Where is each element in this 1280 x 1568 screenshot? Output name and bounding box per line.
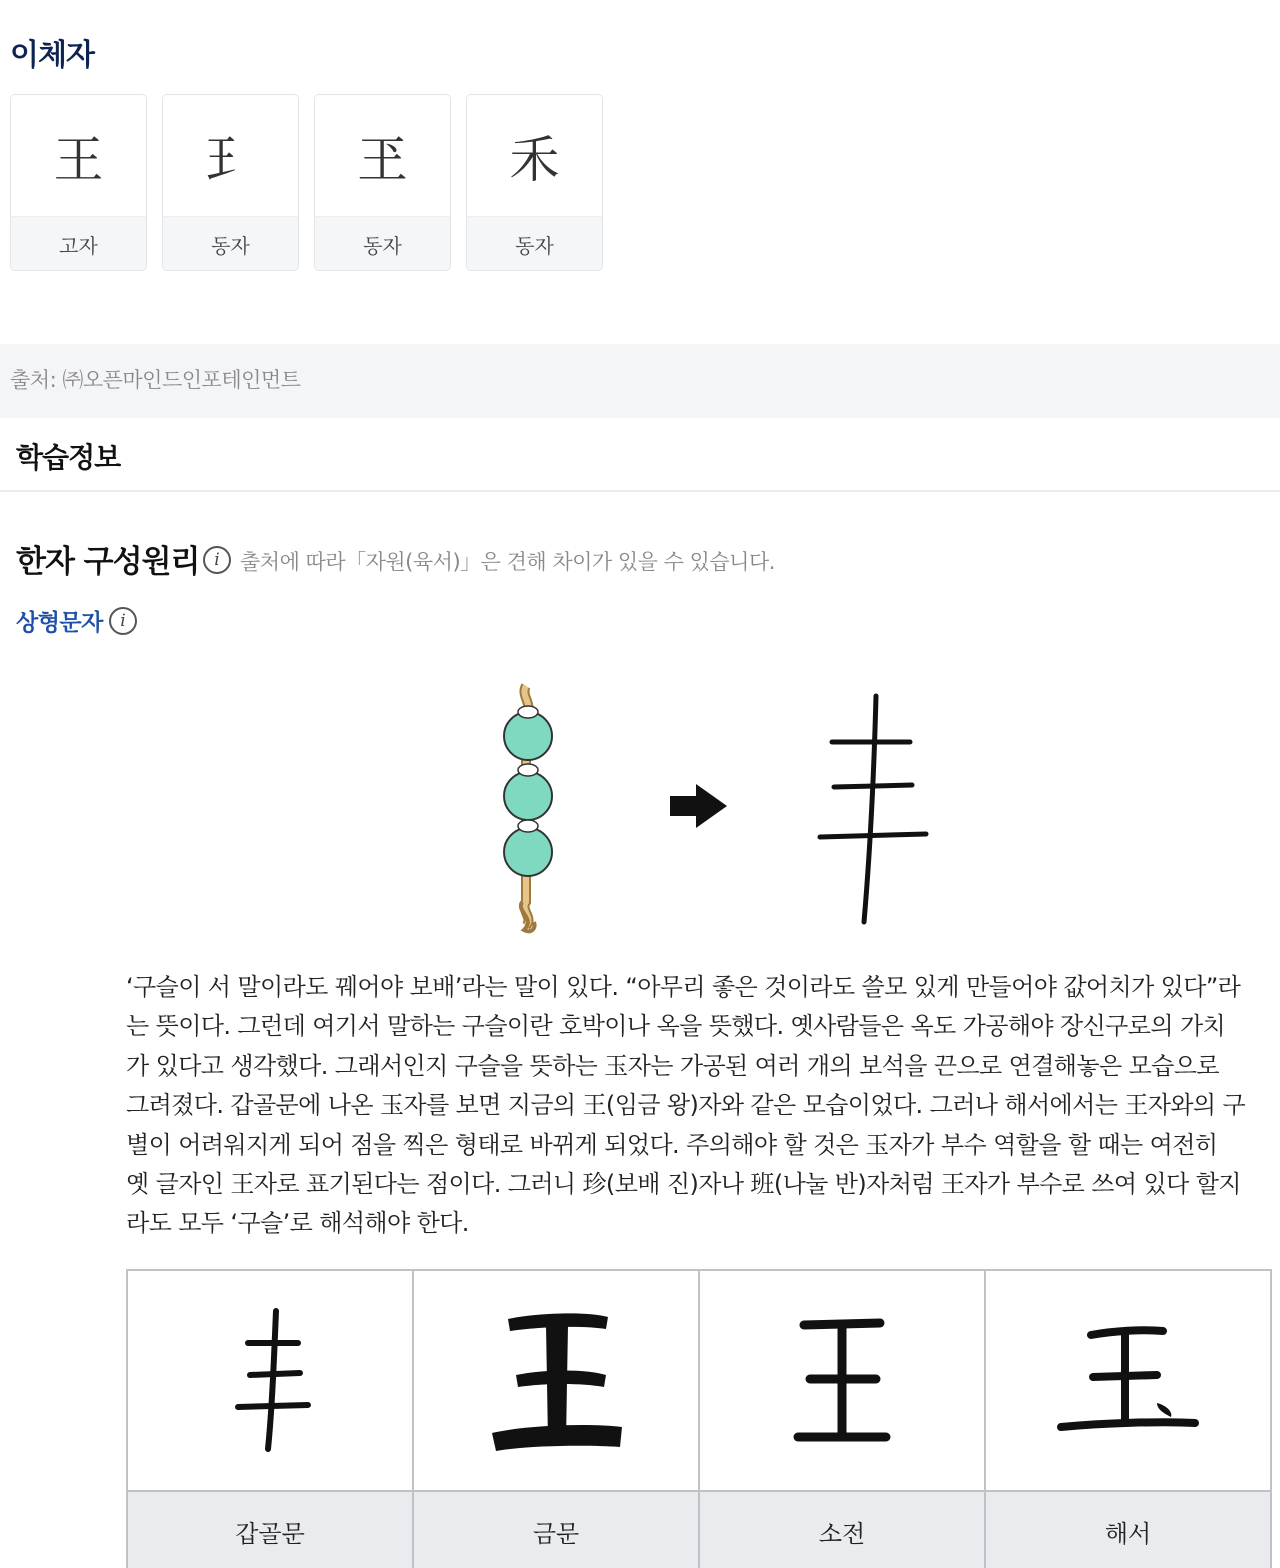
oracle-jade-glyph — [820, 696, 926, 922]
variant-glyph: 王 — [53, 130, 104, 189]
variant-card[interactable] — [162, 94, 299, 271]
oracle-bone-glyph — [127, 1270, 413, 1491]
explanation-line: ‘구슬이 서 말이라도 꿰어야 보배’라는 말이 있다. “아무리 좋은 것이라도 쓸모 있게 만들어야 값어치가 있다”라 — [126, 973, 1241, 1001]
explanation-line: 라도 모두 ‘구슬’로 해석해야 한다. — [126, 1209, 469, 1238]
script-evolution-table — [126, 1269, 1272, 1568]
script-label: 해서 — [985, 1491, 1271, 1568]
variant-glyph: 玊 — [357, 130, 408, 189]
variant-label: 동자 — [163, 216, 298, 271]
script-label: 갑골문 — [127, 1491, 413, 1568]
bronze-glyph-icon — [486, 1299, 626, 1459]
variant-label: 고자 — [11, 216, 146, 271]
arrow-right-icon — [670, 784, 727, 828]
explanation-text — [126, 968, 1272, 1244]
pictograph-illustration — [440, 672, 960, 942]
source-bar — [0, 344, 1280, 418]
study-info-title: 학습정보 — [16, 441, 121, 474]
divider — [0, 490, 1280, 492]
variant-label: 동자 — [467, 216, 602, 271]
info-icon[interactable]: i — [203, 546, 231, 574]
small-seal-glyph — [699, 1270, 985, 1491]
oracle-bone-glyph-icon — [210, 1299, 330, 1459]
variant-glyph: 禾 — [509, 130, 560, 189]
source-text: 출처: ㈜오픈마인드인포테인먼트 — [10, 368, 301, 392]
info-icon[interactable]: i — [109, 607, 137, 635]
regular-script-glyph — [985, 1270, 1271, 1491]
category-label[interactable]: 상형문자 — [16, 610, 103, 636]
principle-title: 한자 구성원리 — [16, 544, 200, 580]
variant-card[interactable] — [10, 94, 147, 271]
bronze-glyph — [413, 1270, 699, 1491]
explanation-line: 는 뜻이다. 그런데 여기서 말하는 구슬이란 호박이나 옥을 뜻했다. 옛사람들은 옥도 가공해야 장신구로의 가치 — [126, 1012, 1226, 1041]
variant-card[interactable] — [314, 94, 451, 271]
variant-label: 동자 — [315, 216, 450, 271]
variants-title: 이체자 — [10, 38, 94, 73]
bead-string-icon — [504, 686, 552, 931]
principle-note: 출처에 따라「자원(육서)」은 견해 차이가 있을 수 있습니다. — [240, 550, 775, 574]
script-label: 금문 — [413, 1491, 699, 1568]
explanation-line: 그려졌다. 갑골문에 나온 玉자를 보면 지금의 王(임금 왕)자와 같은 모습이었다. 그러나 해서에서는 王자와의 구 — [126, 1091, 1246, 1120]
small-seal-glyph-icon — [782, 1299, 902, 1459]
script-label: 소전 — [699, 1491, 985, 1568]
explanation-line: 별이 어려워지게 되어 점을 찍은 형태로 바뀌게 되었다. 주의해야 할 것은 玉자가 부수 역할을 할 때는 여전히 — [126, 1130, 1218, 1159]
regular-script-glyph-icon — [1053, 1299, 1203, 1459]
variant-glyph: 𤣩 — [205, 130, 256, 189]
explanation-line: 가 있다고 생각했다. 그래서인지 구슬을 뜻하는 玉자는 가공된 여러 개의 보석을 끈으로 연결해놓은 모습으로 — [126, 1051, 1219, 1080]
explanation-line: 옛 글자인 王자로 표기된다는 점이다. 그러니 珍(보배 진)자나 班(나눌 반)자처럼 王자가 부수로 쓰여 있다 할지 — [126, 1170, 1241, 1199]
variant-card[interactable] — [466, 94, 603, 271]
